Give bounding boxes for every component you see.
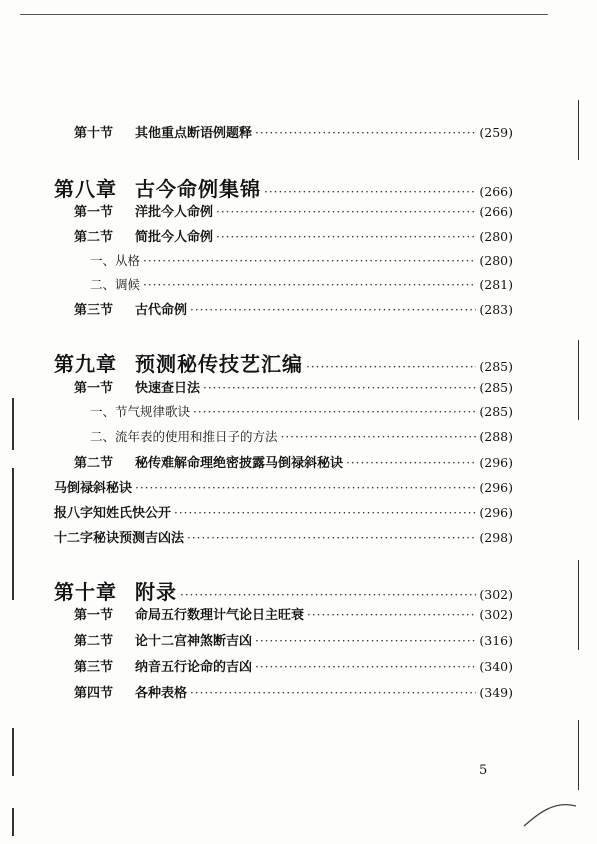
toc-entry-sub <box>90 251 513 269</box>
entry-page: (283) <box>479 302 513 317</box>
toc-entry-sub <box>90 275 513 293</box>
entry-page: (285) <box>479 380 513 395</box>
leader-dots <box>307 608 476 622</box>
leader-dots <box>306 360 476 374</box>
entry-title: 秘传难解命理绝密披露马倒禄斜秘诀 <box>135 456 344 471</box>
entry-page: (288) <box>479 429 513 444</box>
entry-title: 古代命例 <box>135 303 188 318</box>
toc-entry-chapter <box>54 348 513 377</box>
toc-entry <box>74 604 513 623</box>
leader-dots <box>255 126 476 140</box>
leader-dots <box>216 205 476 219</box>
entry-page: (349) <box>479 685 513 700</box>
page-number: 5 <box>479 763 488 778</box>
toc-entry <box>74 201 513 220</box>
leader-dots <box>135 481 476 495</box>
toc-entry-chapter <box>54 576 513 605</box>
entry-title: 马倒禄斜秘诀 <box>54 481 133 496</box>
toc-entry <box>74 656 513 675</box>
toc-entry-sub <box>90 402 513 420</box>
leader-dots <box>190 686 476 700</box>
entry-title: 十二字秘诀预测吉凶法 <box>54 531 185 546</box>
toc-entry-flat <box>54 477 513 496</box>
entry-title: 二、流年表的使用和推日子的方法 <box>90 429 278 444</box>
leader-dots <box>255 634 476 648</box>
entry-title: 附录 <box>135 580 177 604</box>
toc-entry-flat <box>54 527 513 546</box>
entry-number: 第十节 <box>74 126 114 141</box>
entry-page: (298) <box>479 530 513 545</box>
entry-page: (340) <box>479 659 513 674</box>
leader-dots <box>143 278 476 292</box>
leader-dots <box>264 185 476 199</box>
entry-page: (259) <box>479 125 513 140</box>
entry-page: (266) <box>479 204 513 219</box>
entry-number: 第二节 <box>74 634 114 649</box>
entry-title: 其他重点断语例题释 <box>135 126 253 141</box>
toc-entry <box>74 377 513 396</box>
leader-dots <box>203 381 476 395</box>
entry-number: 第一节 <box>74 205 114 220</box>
toc-entry <box>74 122 513 141</box>
entry-page: (280) <box>479 229 513 244</box>
entry-title: 古今命例集锦 <box>135 177 261 201</box>
leader-dots <box>190 303 476 317</box>
entry-title: 各种表格 <box>135 686 188 701</box>
entry-number: 第三节 <box>74 303 114 318</box>
entry-page: (296) <box>479 505 513 520</box>
entry-title: 洋批今人命例 <box>135 205 214 220</box>
entry-page: (285) <box>479 359 513 374</box>
toc-entry <box>74 299 513 318</box>
entry-page: (296) <box>479 480 513 495</box>
entry-title: 一、节气规律歌诀 <box>90 404 191 419</box>
entry-title: 纳音五行论命的吉凶 <box>135 660 253 675</box>
leader-dots <box>216 230 476 244</box>
entry-title: 快速查日法 <box>135 381 201 396</box>
toc-entry <box>74 452 513 471</box>
leader-dots <box>281 430 477 444</box>
toc-entry <box>74 630 513 649</box>
entry-page: (285) <box>479 404 513 419</box>
entry-page: (302) <box>479 587 513 602</box>
entry-number: 第四节 <box>74 686 114 701</box>
toc-entry <box>74 682 513 701</box>
entry-number: 第一节 <box>74 381 114 396</box>
entry-page: (316) <box>479 633 513 648</box>
entry-number: 第一节 <box>74 608 114 623</box>
entry-number: 第十章 <box>54 580 117 604</box>
leader-dots <box>346 456 476 470</box>
entry-page: (266) <box>479 184 513 199</box>
entry-page: (281) <box>479 277 513 292</box>
entry-number: 第二节 <box>74 456 114 471</box>
entry-title: 二、调候 <box>90 277 141 292</box>
toc-entry-chapter <box>54 173 513 202</box>
entry-number: 第二节 <box>74 230 114 245</box>
entry-number: 第三节 <box>74 660 114 675</box>
leader-dots <box>193 405 476 419</box>
leader-dots <box>187 531 476 545</box>
toc-entry-sub <box>90 427 513 445</box>
entry-page: (296) <box>479 455 513 470</box>
entry-title: 简批今人命例 <box>135 230 214 245</box>
entry-page: (280) <box>479 253 513 268</box>
entry-number: 第九章 <box>54 352 117 376</box>
toc-entry-flat <box>54 502 513 521</box>
corner-scratch-mark <box>520 790 580 830</box>
entry-number: 第八章 <box>54 177 117 201</box>
toc-entry <box>74 226 513 245</box>
entry-title: 一、从格 <box>90 253 141 268</box>
entry-title: 论十二宫神煞断吉凶 <box>135 634 253 649</box>
leader-dots <box>255 660 476 674</box>
entry-title: 预测秘传技艺汇编 <box>135 352 303 376</box>
entry-page: (302) <box>479 607 513 622</box>
leader-dots <box>180 588 476 602</box>
leader-dots <box>174 506 476 520</box>
entry-title: 命局五行数理计气论日主旺衰 <box>135 608 305 623</box>
entry-title: 报八字知姓氏快公开 <box>54 506 172 521</box>
leader-dots <box>143 254 476 268</box>
